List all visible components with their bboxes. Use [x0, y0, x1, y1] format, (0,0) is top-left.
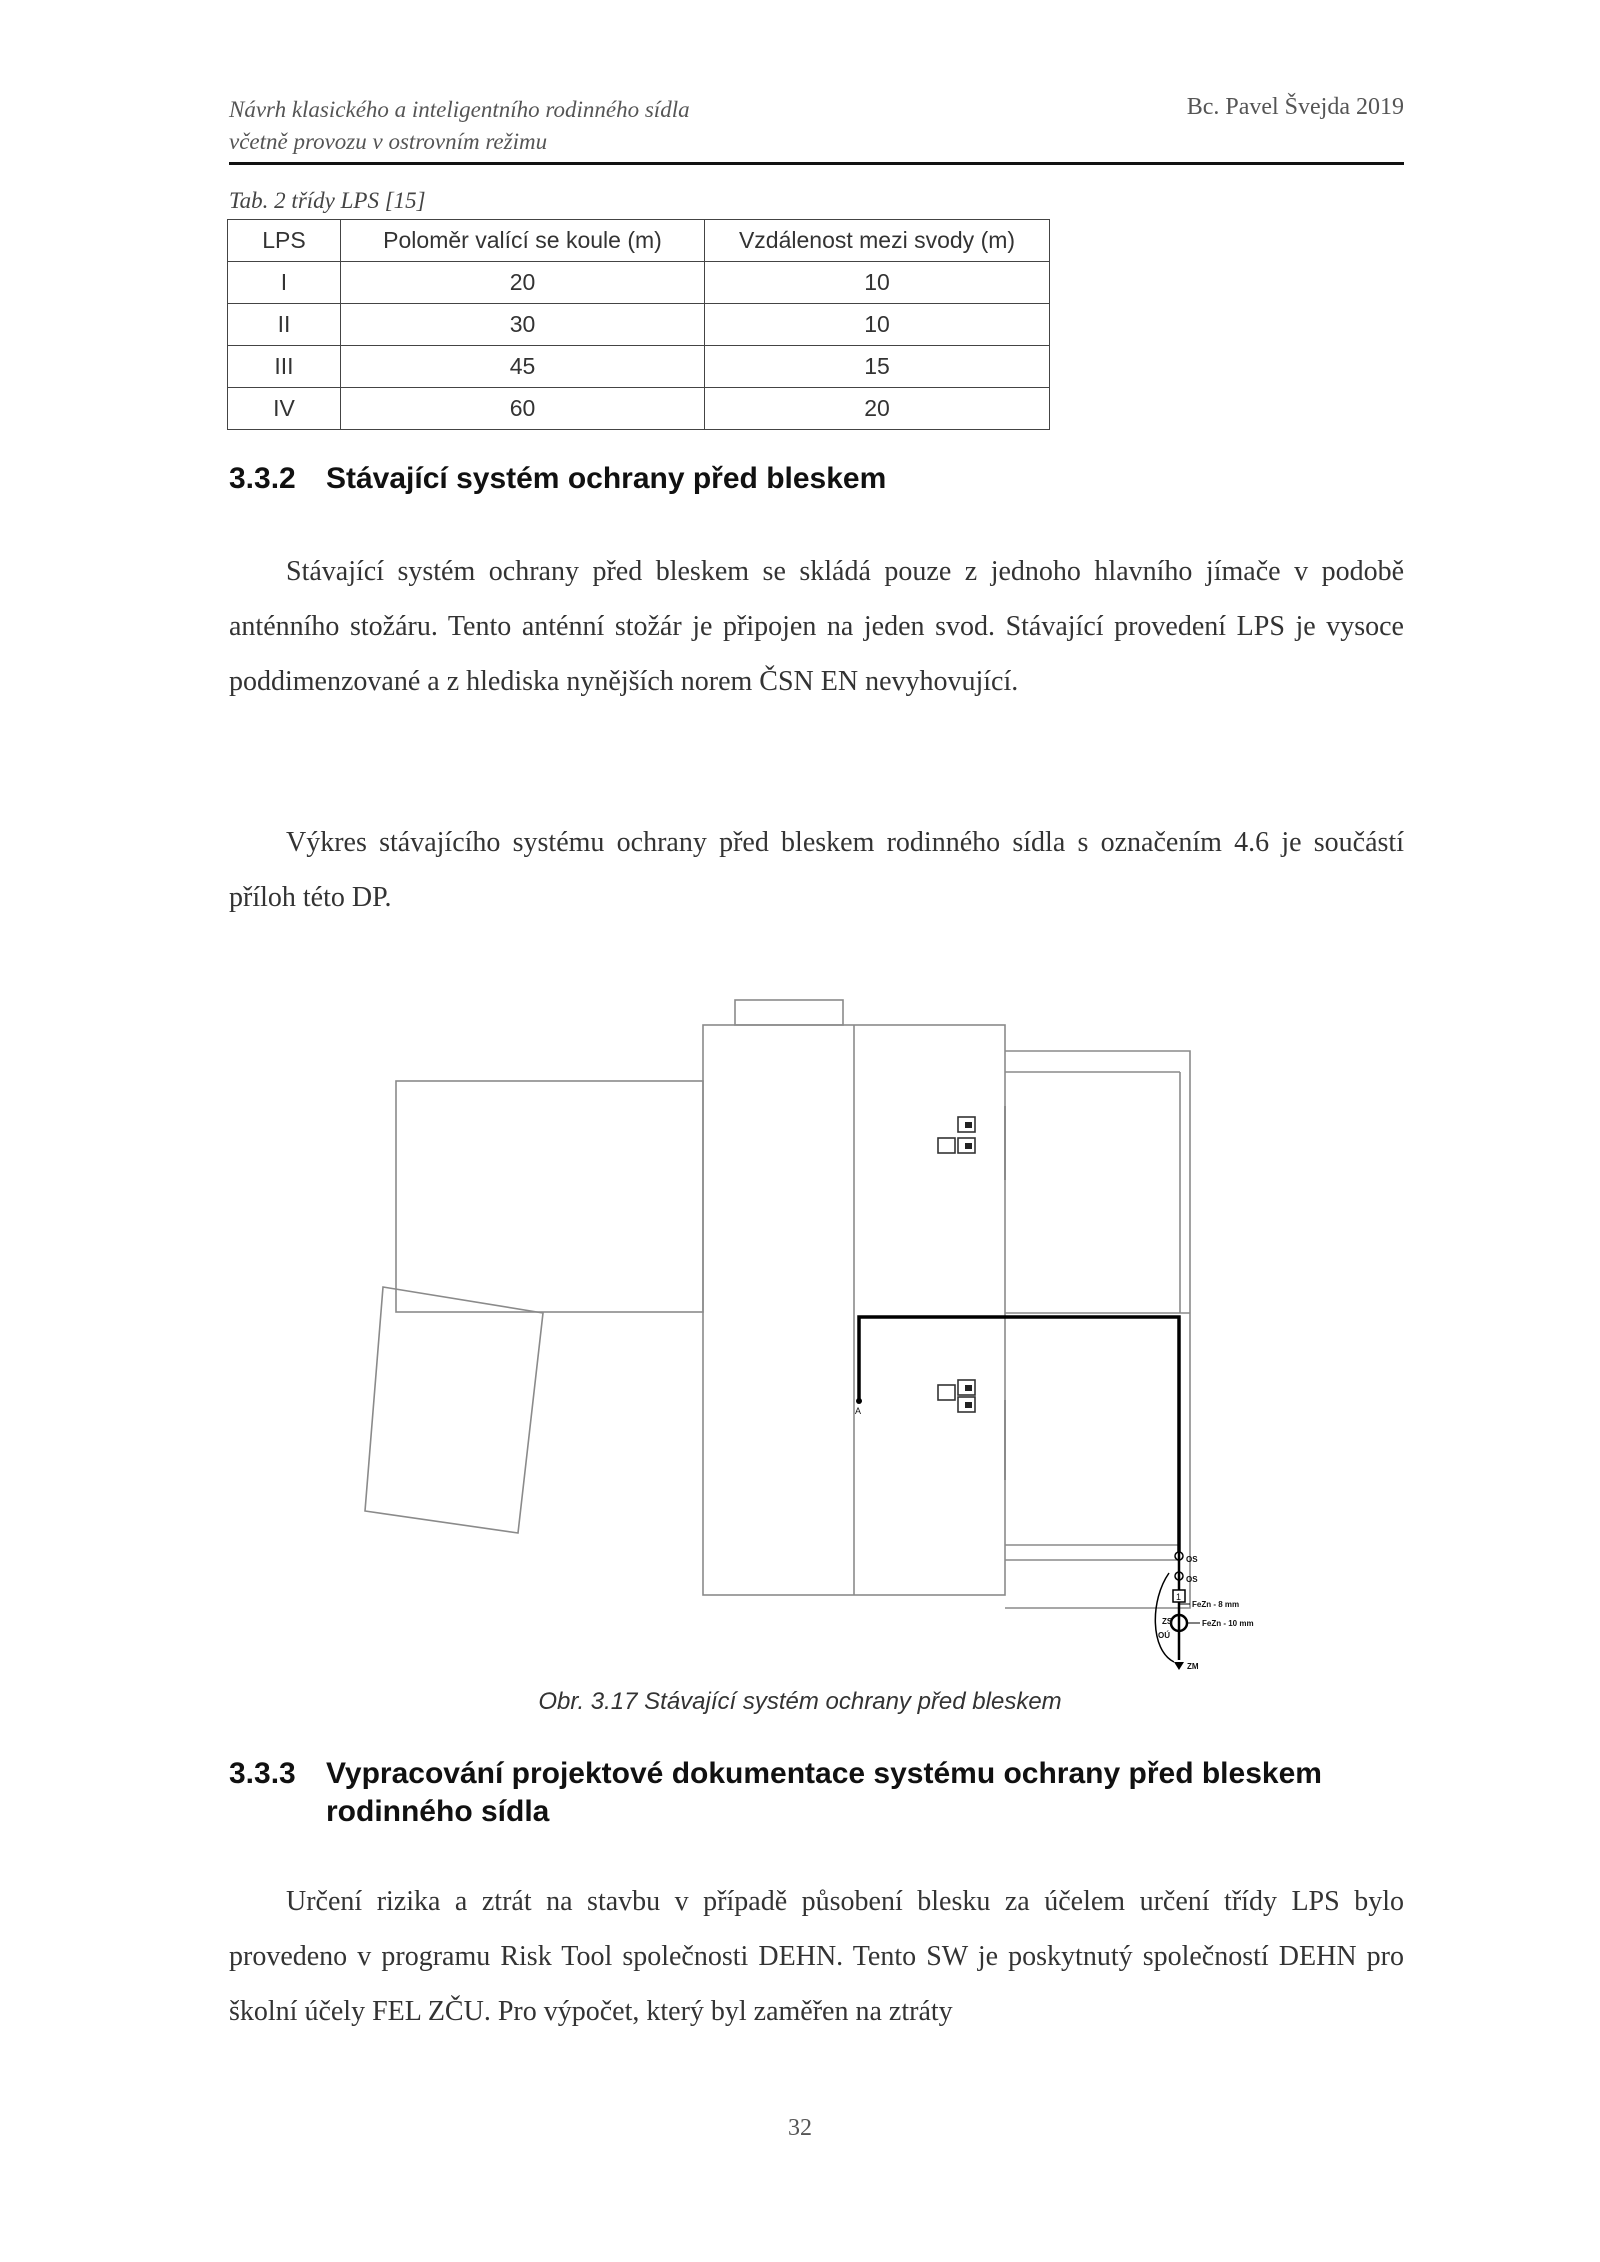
header-title-line2: včetně provozu v ostrovním režimu — [229, 129, 548, 154]
table-cell: 30 — [341, 304, 705, 346]
paragraph-risk-tool: Určení rizika a ztrát na stavbu v případě působení blesku za účelem určení třídy LPS bylo provedeno v programu Risk Tool společnosti DEHN. Tento SW je poskytnutý společností DEHN pro školní účely FEL ZČU. Pro výpočet, který byl zaměřen na ztráty — [229, 1886, 1404, 2027]
skylight-mark — [965, 1143, 972, 1149]
paragraph-drawing-reference: Výkres stávajícího systému ochrany před bleskem rodinného sídla s označením 4.6 je součástí příloh této DP. — [229, 827, 1404, 913]
table-caption: Tab. 2 třídy LPS [15] — [229, 188, 426, 213]
skylight-mark — [965, 1122, 972, 1128]
right-wing-outline — [1005, 1051, 1190, 1608]
antenna-mast-symbol — [856, 1398, 862, 1404]
header-author-year: Bc. Pavel Švejda 2019 — [1186, 94, 1404, 120]
table-header-cell: Poloměr valící se koule (m) — [341, 220, 705, 262]
ou-label: OÚ — [1158, 1631, 1170, 1640]
table-cell: 20 — [341, 262, 705, 304]
mast-label: A — [855, 1406, 862, 1416]
table-header-cell: Vzdálenost mezi svody (m) — [705, 220, 1050, 262]
skylight-symbol — [938, 1138, 955, 1153]
header-title-line1: Návrh klasického a inteligentního rodinného sídla — [229, 97, 690, 122]
terminal-box-number: 1 — [1176, 1592, 1182, 1602]
section-title: Stávající systém ochrany před bleskem — [326, 462, 887, 495]
section-number: 3.3.3 — [229, 1757, 296, 1790]
table-cell: I — [228, 262, 341, 304]
table-cell: 45 — [341, 346, 705, 388]
table-cell: 10 — [705, 262, 1050, 304]
skylight-symbol — [938, 1385, 955, 1400]
zs-label: ZS — [1162, 1617, 1173, 1626]
page-number: 32 — [788, 2115, 812, 2141]
section-title-line1: Vypracování projektové dokumentace systému ochrany před bleskem — [326, 1757, 1322, 1790]
figure-caption: Obr. 3.17 Stávající systém ochrany před bleskem — [538, 1688, 1062, 1715]
air-termination-conductor — [859, 1317, 1179, 1552]
skylight-mark — [965, 1402, 972, 1408]
table-cell: IV — [228, 388, 341, 430]
table-cell: 10 — [705, 304, 1050, 346]
table-header-cell: LPS — [228, 220, 341, 262]
table-cell: II — [228, 304, 341, 346]
section-title-line2: rodinného sídla — [326, 1795, 550, 1828]
table-cell: 60 — [341, 388, 705, 430]
table-cell: 20 — [705, 388, 1050, 430]
section-number: 3.3.2 — [229, 462, 296, 495]
fezn-10-label: FeZn - 10 mm — [1202, 1619, 1254, 1628]
left-wing-outline — [396, 1081, 703, 1312]
zm-label: ZM — [1187, 1662, 1199, 1671]
skylight-mark — [965, 1385, 972, 1391]
roof-chimney-outline — [735, 1000, 843, 1025]
paragraph-existing-lps: Stávající systém ochrany před bleskem se skládá pouze z jednoho hlavního jímače v podobě anténního stožáru. Tento anténní stožár je připojen na jeden svod. Stávající provedení LPS je vysoce poddimenzované a z hlediska nynějších norem ČSN EN nevyhovující. — [229, 556, 1404, 697]
fezn-8-label: FeZn - 8 mm — [1192, 1600, 1240, 1609]
section-heading-3-3-3 — [229, 1755, 1322, 1831]
os-label: OS — [1186, 1575, 1198, 1584]
annex-outline — [365, 1287, 543, 1533]
table-cell: III — [228, 346, 341, 388]
earth-arrow — [1174, 1662, 1184, 1670]
os-label: OS — [1186, 1555, 1198, 1564]
table-cell: 15 — [705, 346, 1050, 388]
